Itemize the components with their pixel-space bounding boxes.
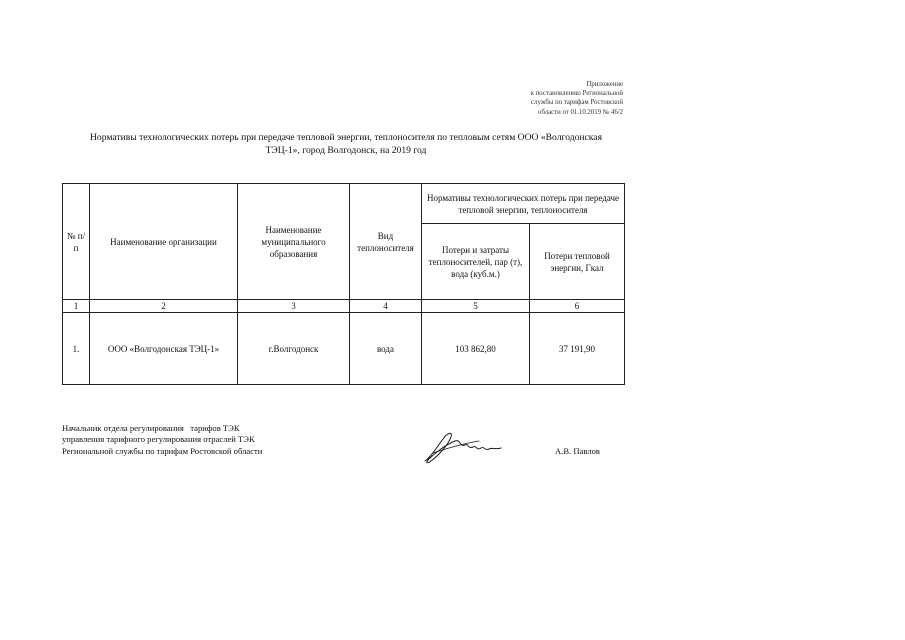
row-losses-heat: 37 191,90 (530, 313, 625, 385)
document-title-line-2: ТЭЦ-1», город Волгодонск, на 2019 год (265, 145, 427, 157)
signer-position (62, 423, 262, 457)
header-losses-heat: Потери тепловой энергии, Гкал (530, 224, 625, 300)
document-title-line-1: Нормативы технологических потерь при передаче тепловой энергии, теплоносителя по тепловым сетям ООО «Волгодонская (90, 132, 602, 143)
header-number: № п/п (63, 184, 90, 300)
header-municipality: Наименование муниципального образования (238, 184, 350, 300)
row-losses-carrier: 103 862,80 (422, 313, 530, 385)
appendix-note (423, 80, 623, 117)
norms-table (62, 183, 625, 385)
column-number: 5 (422, 300, 530, 313)
handwritten-signature (421, 427, 511, 467)
header-organization: Наименование организации (90, 184, 238, 300)
row-municipality: г.Волгодонск (238, 313, 350, 385)
header-norms-group: Нормативы технологических потерь при передаче тепловой энергии, теплоносителя (422, 184, 625, 224)
appendix-line: к постановлению Региональной (530, 90, 623, 98)
signer-position-line: управления тарифного регулирования отраслей ТЭК (62, 434, 255, 445)
header-carrier-type: Вид теплоносителя (350, 184, 422, 300)
appendix-line: Приложение (586, 81, 623, 88)
signer-name: А.В. Павлов (555, 446, 600, 456)
column-number: 6 (530, 300, 625, 313)
signer-position-line: Региональной службы по тарифам Ростовской области (62, 445, 263, 456)
column-number: 2 (90, 300, 238, 313)
column-number: 4 (350, 300, 422, 313)
appendix-line: службы по тарифам Ростовской (531, 99, 623, 107)
column-number-row (63, 300, 625, 313)
column-number: 3 (238, 300, 350, 313)
row-organization: ООО «Волгодонская ТЭЦ-1» (90, 313, 238, 385)
appendix-line: области от 01.10.2019 № 46/2 (538, 108, 623, 116)
signer-position-line: Начальник отдела регулирования тарифов ТЭК (62, 423, 240, 433)
column-number: 1 (63, 300, 90, 313)
header-losses-carrier: Потери и затраты теплоносителей, пар (т), вода (куб.м.) (422, 224, 530, 300)
row-carrier-type: вода (350, 313, 422, 385)
document-title (66, 131, 626, 158)
row-number: 1. (63, 313, 90, 385)
table-row (63, 313, 625, 385)
